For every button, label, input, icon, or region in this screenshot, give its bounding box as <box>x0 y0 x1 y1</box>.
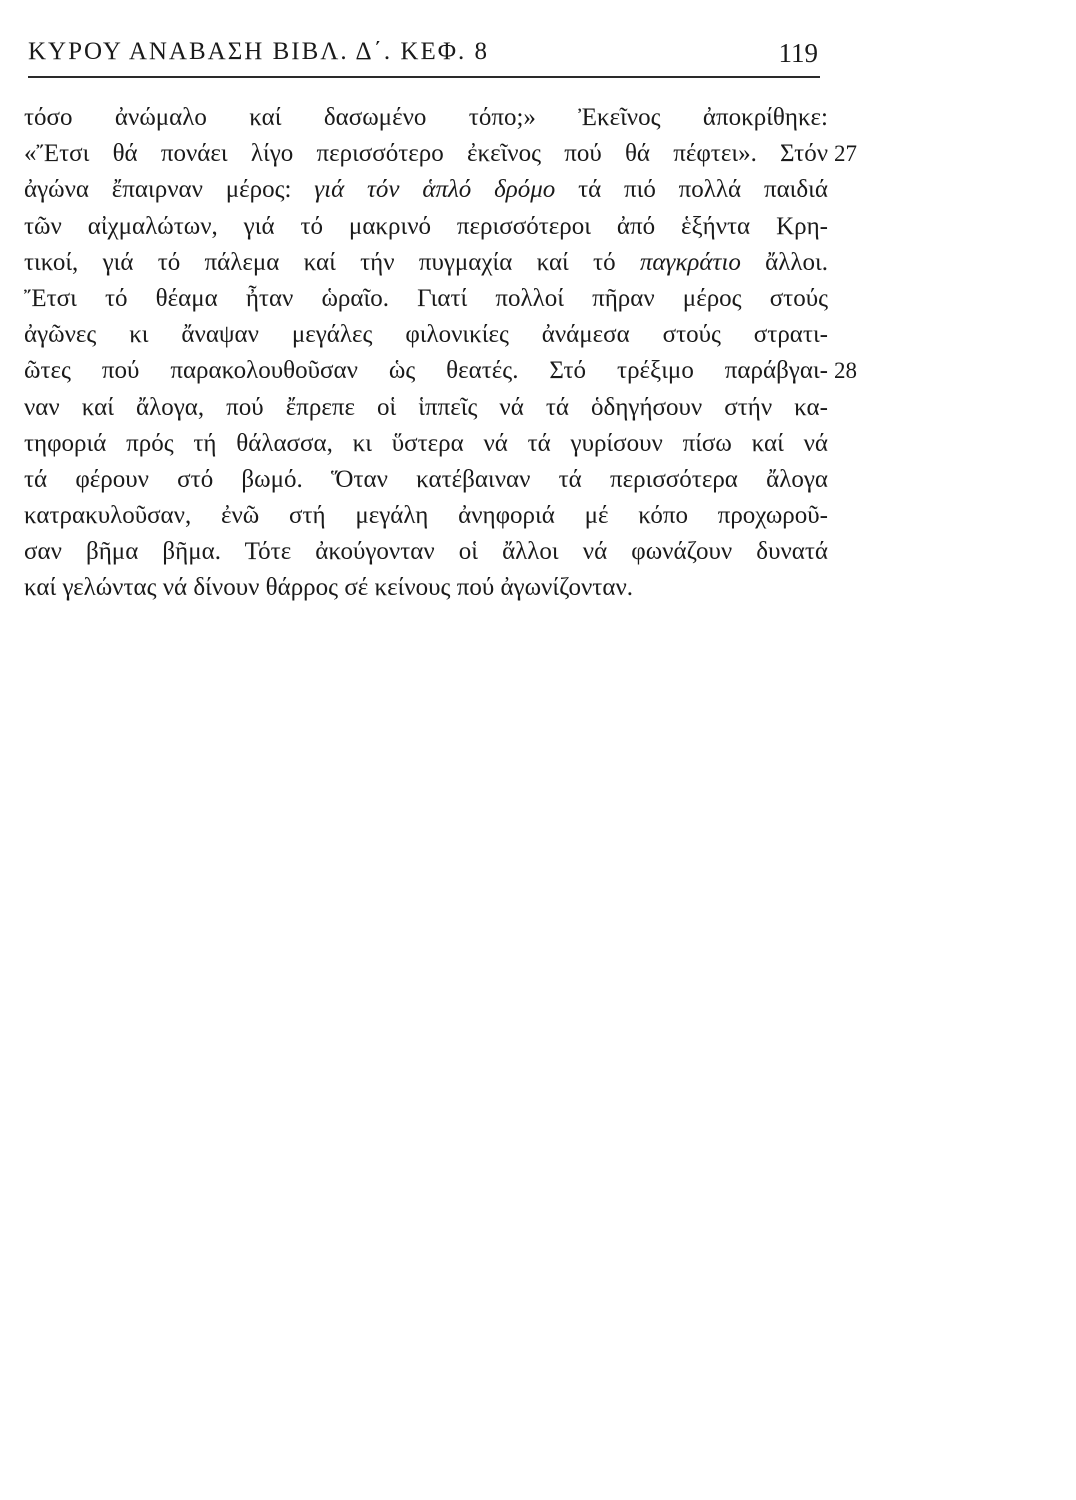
line-segment: ἀγώνα ἔπαιρναν μέρος: <box>24 176 315 204</box>
line-text <box>24 245 828 281</box>
text-line <box>24 462 904 498</box>
section-number: 27 <box>834 141 857 167</box>
line-segment: τηφοριά πρός τή θάλασσα, κι ὕστερα νά τά γυρίσουν πίσω καί νά <box>24 429 828 457</box>
text-line <box>24 100 904 136</box>
line-segment: σαν βῆμα βῆμα. Τότε ἀκούγονταν οἱ ἄλλοι νά φωνάζουν δυνατά <box>24 538 828 566</box>
section-number: 28 <box>834 358 857 384</box>
text-line <box>24 534 904 570</box>
line-segment: ἄλλοι. <box>740 248 828 276</box>
line-segment: «Ἔτσι θά πονάει λίγο περισσότερο ἐκεῖνος πού θά πέφτει». Στόν <box>24 140 828 168</box>
line-text <box>24 462 828 498</box>
running-title: ΚΥΡΟΥ ΑΝΑΒΑΣΗ ΒΙΒΛ. Δ΄. ΚΕΦ. 8 <box>28 38 489 65</box>
line-text <box>24 534 828 570</box>
text-line <box>24 426 904 462</box>
text-line <box>24 570 904 606</box>
line-segment: κατρακυλοῦσαν, ἐνῶ στή μεγάλη ἀνηφοριά μέ κόπο προχωροῦ- <box>24 502 828 530</box>
line-text <box>24 317 828 353</box>
text-line <box>24 317 904 353</box>
page-number: 119 <box>778 38 818 68</box>
line-segment: τά φέρουν στό βωμό. Ὅταν κατέβαιναν τά περισσότερα ἄλογα <box>24 465 828 493</box>
line-text <box>24 209 828 245</box>
text-line <box>24 498 904 534</box>
line-segment: ἀγῶνες κι ἄναψαν μεγάλες φιλονικίες ἀνάμεσα στούς στρατι- <box>24 321 828 349</box>
line-segment: ναν καί ἄλογα, πού ἔπρεπε οἱ ἱππεῖς νά τά ὁδηγήσουν στήν κα- <box>24 393 828 421</box>
line-text <box>24 570 828 606</box>
line-segment: ῶτες πού παρακολουθοῦσαν ὡς θεατές. Στό τρέξιμο παράβγαι- <box>24 357 828 385</box>
line-segment: τόσο ἀνώμαλο καί δασωμένο τόπο;» Ἐκεῖνος ἀποκρίθηκε: <box>24 104 828 131</box>
line-text <box>24 426 828 462</box>
line-segment: τά πιό πολλά παιδιά <box>555 176 828 204</box>
line-text <box>24 281 828 317</box>
italic-term: γιά τόν ἁπλό δρόμο <box>314 176 556 204</box>
italic-term: παγκράτιο <box>639 248 741 276</box>
header-rule <box>28 76 820 78</box>
text-line <box>24 136 904 172</box>
line-text <box>24 390 828 426</box>
text-line <box>24 172 904 208</box>
text-line <box>24 390 904 426</box>
body-text <box>24 100 904 607</box>
text-line <box>24 245 904 281</box>
line-segment: τικοί, γιά τό πάλεμα καί τήν πυγμαχία καί τό <box>24 248 640 276</box>
running-head <box>28 38 818 74</box>
line-text <box>24 498 828 534</box>
text-line <box>24 281 904 317</box>
line-text <box>24 100 828 136</box>
text-line <box>24 209 904 245</box>
line-text <box>24 353 828 389</box>
line-segment: καί γελώντας νά δίνουν θάρρος σέ κείνους πού ἀγωνίζονταν. <box>24 574 633 602</box>
text-line <box>24 353 904 389</box>
line-segment: τῶν αἰχμαλώτων, γιά τό μακρινό περισσότεροι ἀπό ἑξήντα Κρη- <box>24 212 828 240</box>
line-segment: Ἔτσι τό θέαμα ἦταν ὡραῖο. Γιατί πολλοί πῆραν μέρος στούς <box>24 284 828 312</box>
line-text <box>24 172 828 208</box>
line-text <box>24 136 828 172</box>
